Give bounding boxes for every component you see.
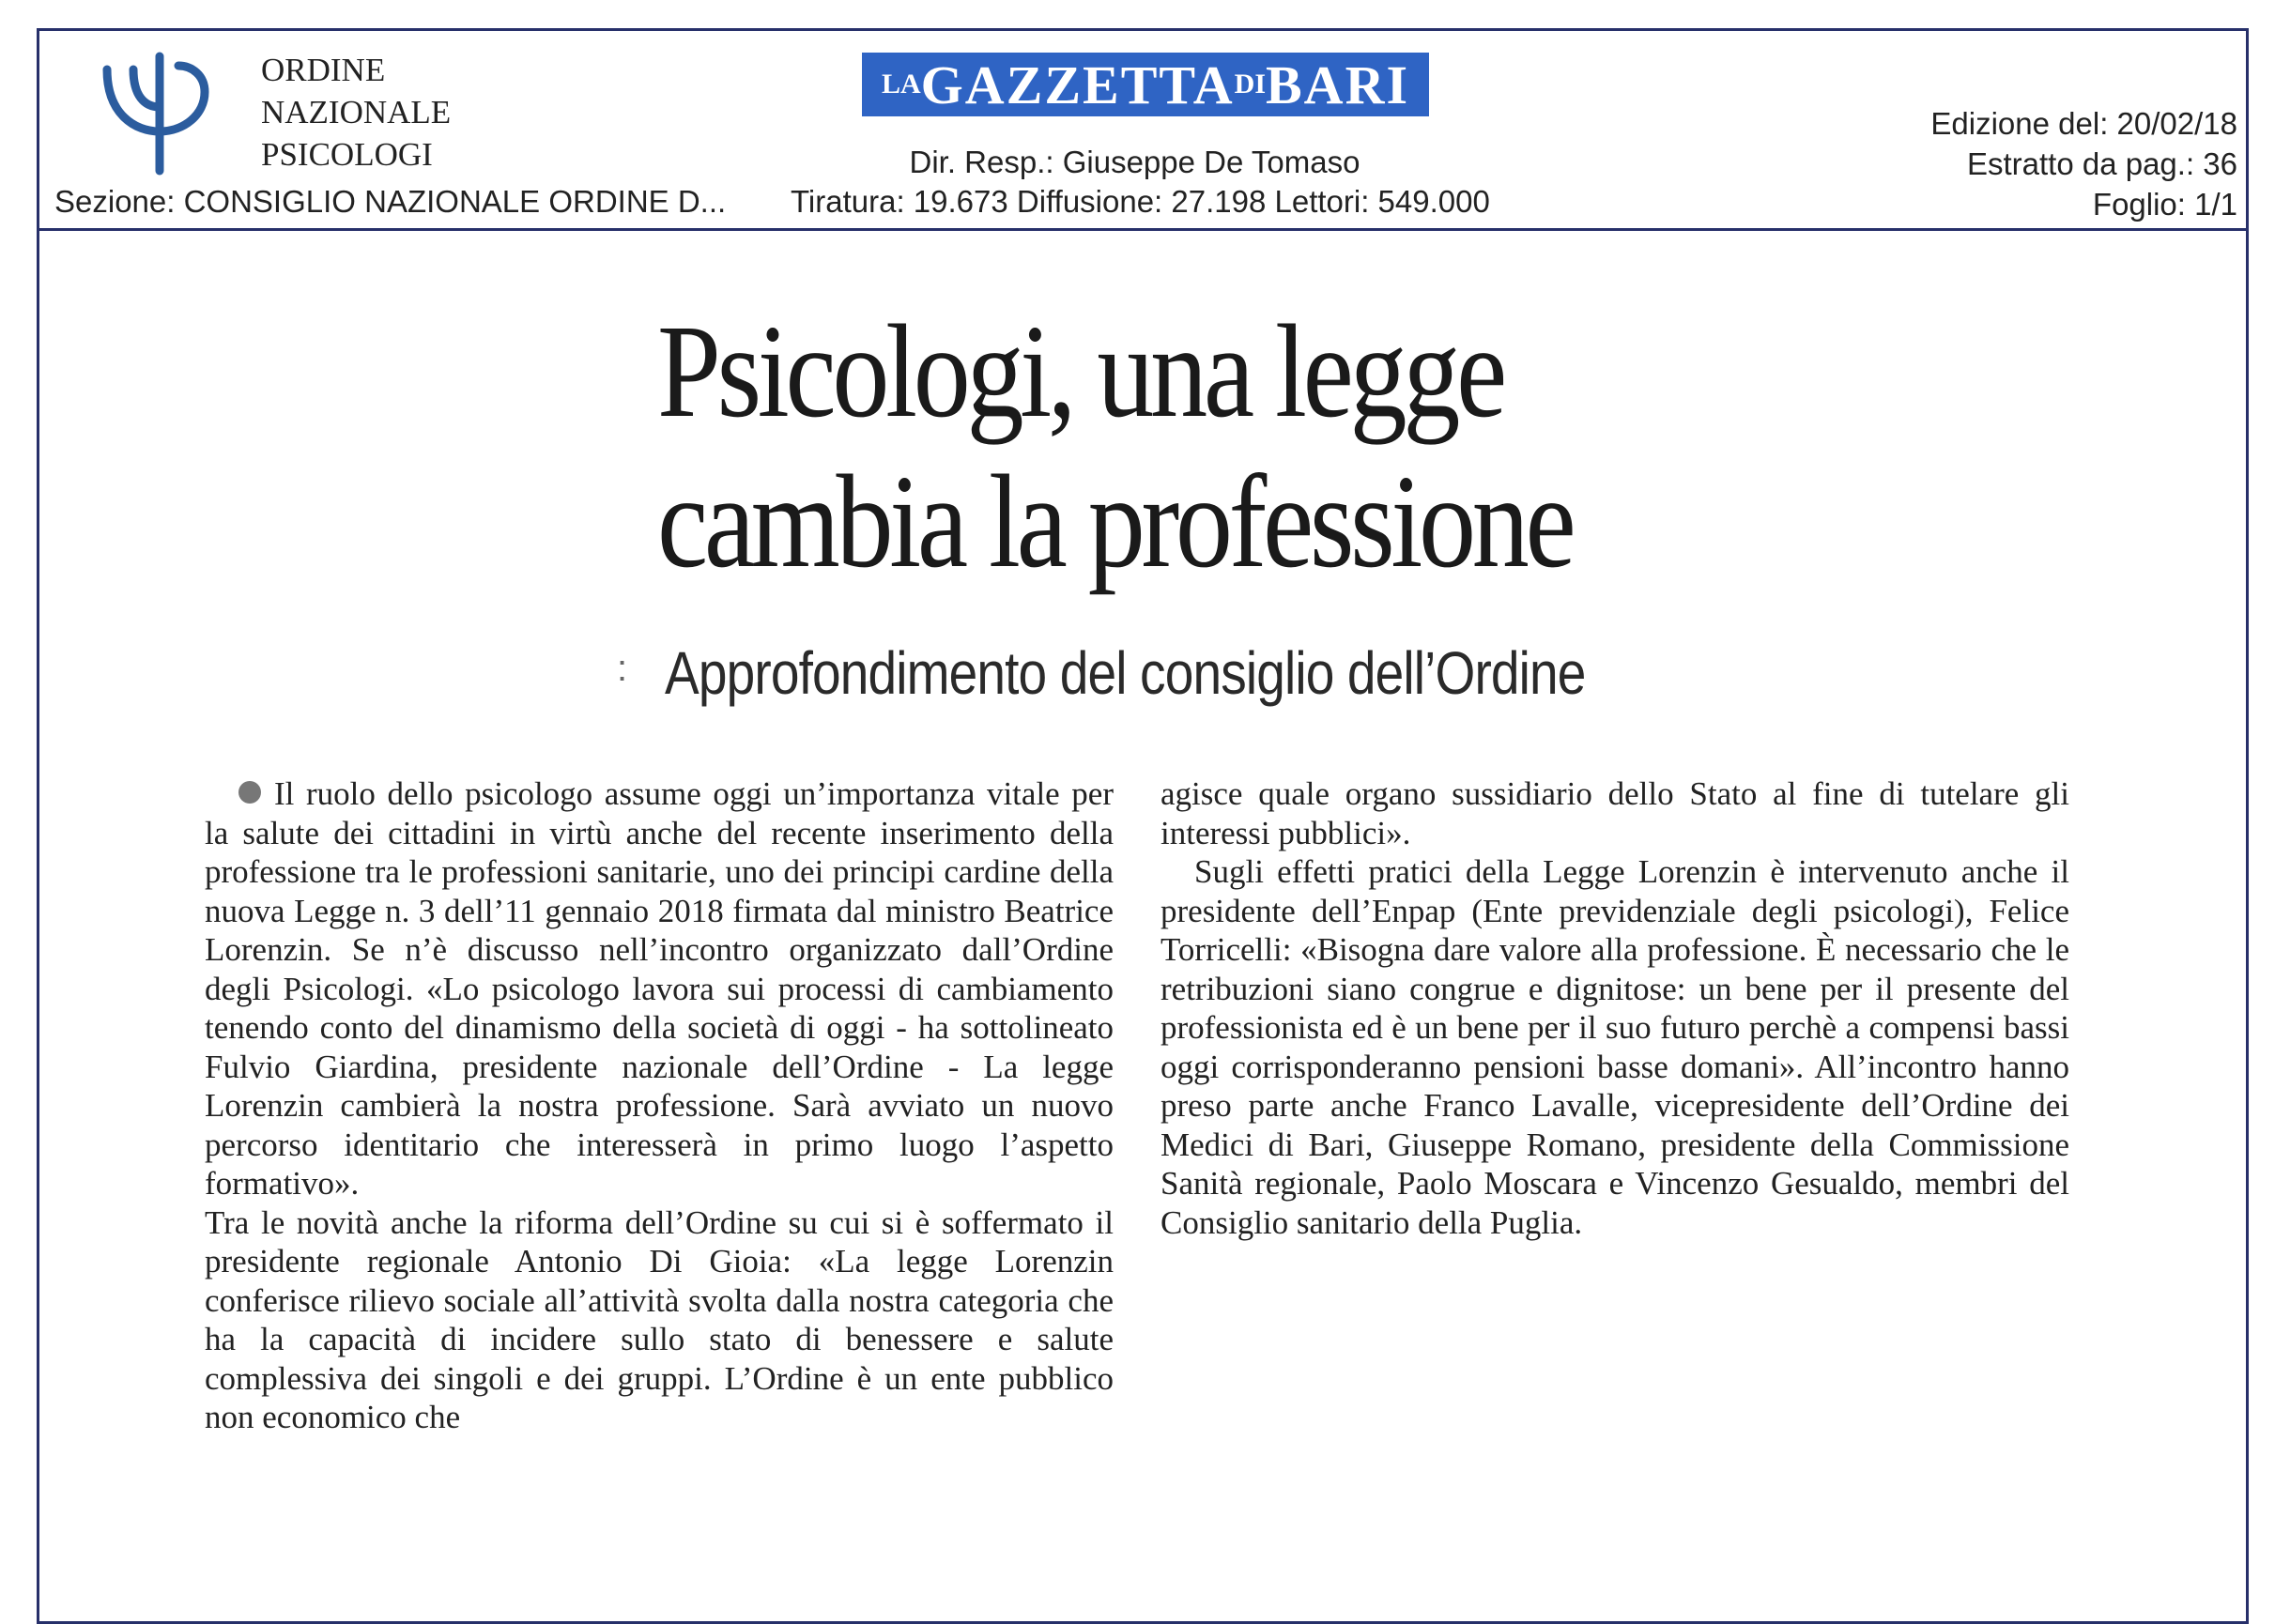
paragraph: Tra le novità anche la riforma dell’Ordine su cui si è soffermato il presidente regionale Antonio Di Gioia: «La legge Lorenzin conferisce rilievo sociale all’attività svolta dalla nostra categoria che ha la capacità di incidere sullo stato di benessere e salute complessiva dei singoli e dei gruppi. L’Ordine è un ente pubblico non economico che <box>205 1203 1114 1435</box>
article-subheadline: Approfondimento del consiglio dell’Ordine <box>665 639 1586 707</box>
extract-page: Estratto da pag.: 36 <box>1966 146 2237 181</box>
org-name-line-1: ORDINE <box>261 52 386 88</box>
paragraph <box>205 774 1114 1203</box>
paragraph: Sugli effetti pratici della Legge Lorenzin è intervenuto anche il presidente dell’Enpap (Ente previdenziale degli psicologi), Felice Torricelli: «Bisogna dare valore alla professione. È necessario che le retribuzioni siano congrue e dignitose: un bene per il presente del professionista ed è un bene per il suo futuro perchè a compensi bassi oggi corrisponderanno pensioni basse domani». All’incontro hanno preso parte anche Franco Lavalle, vicepresidente dell’Ordine dei Medici di Bari, Giuseppe Romano, presidente della Commissione Sanità regionale, Paolo Moscara e Vincenzo Gesualdo, membri del Consiglio sanitario della Puglia. <box>1161 853 2069 1241</box>
paragraph: agisce quale organo sussidiario dello Stato al fine di tutelare gli interessi pubblici». <box>1161 775 2069 851</box>
newspaper-masthead <box>862 53 1429 116</box>
masthead-di: DI <box>1234 69 1266 100</box>
masthead-bari: BARI <box>1266 54 1410 115</box>
subheadline-tick: : <box>617 648 628 689</box>
org-name-line-2: NAZIONALE <box>261 94 452 130</box>
edition-meta <box>1930 103 2237 224</box>
circulation-line: Tiratura: 19.673 Diffusione: 27.198 Lettori: 549.000 <box>791 184 1490 219</box>
headline-line-1: Psicologi, una legge <box>657 297 1503 445</box>
director-text: Dir. Resp.: Giuseppe De Tomaso <box>909 145 1360 179</box>
article-column-left <box>205 774 1114 1437</box>
section-label: Sezione: CONSIGLIO NAZIONALE ORDINE D... <box>54 184 727 219</box>
masthead-la: LA <box>881 69 921 100</box>
article-headline <box>657 296 1737 596</box>
org-name-line-3: PSICOLOGI <box>261 136 433 173</box>
bullet-dot-icon <box>238 781 261 804</box>
article-column-right <box>1161 774 2069 1242</box>
header-divider <box>37 228 2249 231</box>
edition-date: Edizione del: 20/02/18 <box>1930 106 2237 141</box>
paragraph-text: Il ruolo dello psicologo assume oggi un’importanza vitale per la salute dei cittadini in virtù anche del recente inserimento della professione tra le professioni sanitarie, uno dei principi cardine della nuova Legge n. 3 dell’11 gennaio 2018 firmata dal ministro Beatrice Lorenzin. Se n’è discusso nell’incontro organizzato dall’Ordine degli Psicologi. «Lo psicologo lavora sui processi di cambiamento tenendo conto del dinamismo della società di oggi - ha sottolineato Fulvio Giardina, presidente nazionale dell’Ordine - La legge Lorenzin cambierà la nostra professione. Sarà avviato un nuovo percorso identitario che interesserà in primo luogo l’aspetto formativo». <box>205 775 1114 1202</box>
sheet-number: Foglio: 1/1 <box>2092 187 2237 222</box>
masthead-gazzetta: GAZZETTA <box>920 54 1235 115</box>
headline-line-2: cambia la professione <box>657 447 1573 595</box>
